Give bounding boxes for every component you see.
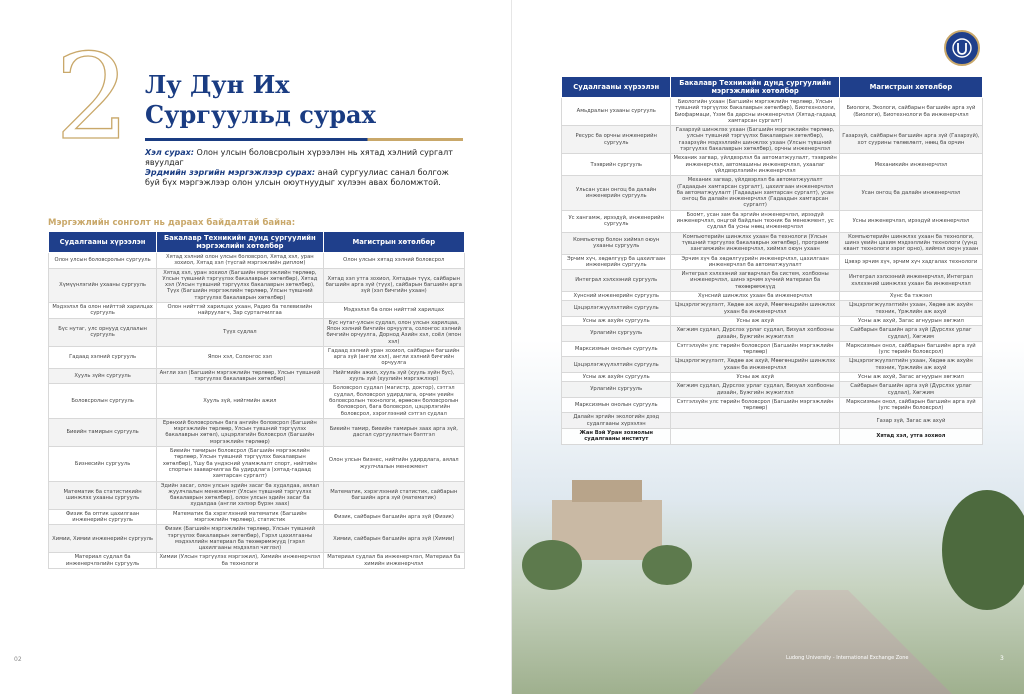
cell-institute: Урлагийн сургууль — [562, 382, 671, 398]
cell-bachelor: Усны аж ахуй — [671, 372, 839, 381]
cell-bachelor: Хөгжим судлал, Дүрслэх урлаг судлал, Визуал холбооны дизайн, Бүжгийн жүжиглэл — [671, 326, 839, 342]
cell-master: Бүс нутаг-улсын судлал, олон улсын харилцаа, Япон хэлний бичгийн орчуулга, солонгос хэлний бичгийн орчуулга, Дорнод Азийн хэл, соёл (япон хэл) — [323, 318, 464, 346]
cell-master: Газар зүй, Загас аж ахуй — [839, 413, 982, 429]
cell-master: Биеийн тамир, биеийн тамирын заах арга зүй, дасгал сургуулилтын бэлтгэл — [323, 418, 464, 446]
intro-language: Хэл сурах: Олон улсын боловсролын хүрээлэн нь хятад хэлний сургалт явуулдаг — [145, 148, 453, 167]
cell-master: Марксизмын онол, сайбарын багшийн арга зүй (улс төрийн боловсрол) — [839, 397, 982, 413]
tree — [522, 540, 582, 590]
chapter-title-line1: Лу Дун Их — [145, 70, 290, 99]
cell-bachelor: Түүх судлал — [157, 318, 323, 346]
table-row — [49, 525, 465, 553]
chapter-title — [145, 70, 376, 130]
tree — [642, 545, 692, 585]
cell-master: Хятад хэл, утга зохиол — [839, 429, 982, 445]
cell-master: Интеграл хэлхээний инженерчлэл, Интеграл хэлхээний шинжлэх ухаан ба инженерчлэл — [839, 270, 982, 292]
cell-institute: Химии, Химии инженерийн сургууль — [49, 525, 157, 553]
campus-road — [692, 590, 952, 694]
cell-bachelor: Англи хэл (Багшийн мэргэжлийн төрлөөр, Улсын түвшний тэргүүлэх бакалаврын хөтөлбөр) — [157, 368, 323, 384]
majors-subheading: Мэргэжлийн сонголт нь дараах байдалтай байна: — [48, 218, 296, 228]
table-row — [562, 382, 983, 398]
header-bachelor: Бакалавр Техникийн дунд сургуулийн мэргэжлийн хөтөлбөр — [671, 77, 839, 98]
cell-institute: Бүс нутаг, улс орнууд судлалын сургууль — [49, 318, 157, 346]
table-row — [562, 232, 983, 254]
cell-institute: Цэцэрлэгжүүлэлтийн сургууль — [562, 301, 671, 317]
cell-institute: Ус хангамж, ирээдүй, инженерийн сургууль — [562, 210, 671, 232]
cell-bachelor: Химии (Улсын тэргүүлэх мэргэжил), Химийн инженерчлэл ба технологи — [157, 553, 323, 569]
page-number-left: 02 — [14, 656, 22, 663]
cell-bachelor: Эдийн засаг, олон улсын эдийн засаг ба худалдаа, аялал жуулчлалын менежмент (Улсын түвшний тэргүүлэх бакалаврын хөтөлбөр), олон улсын эдийн засаг ба худалдаа (англи хэлээр бүрэн заах) — [157, 481, 323, 509]
cell-master: Математик, хэрэглээний статистик, сайбарын багшийн арга зүй (математик) — [323, 481, 464, 509]
chapter-number: 2 — [55, 28, 131, 166]
cell-institute: Математик ба статистикийн шинжлэх ухааны сургууль — [49, 481, 157, 509]
table-row — [562, 301, 983, 317]
cell-bachelor: Япон хэл, Солонгос хэл — [157, 346, 323, 368]
table-row — [49, 384, 465, 418]
right-page — [512, 0, 1024, 694]
cell-institute: Компьютер болон хиймэл оюун ухааны сургууль — [562, 232, 671, 254]
university-emblem-icon — [951, 37, 973, 59]
table-row — [562, 397, 983, 413]
cell-master: Материал судлал ба инженерчлэл, Материал ба химийн инженерчлэл — [323, 553, 464, 569]
cell-master: Цэцэрлэгжүүлэлтийн ухаан, Хөдөө аж ахуйн техник, Үржлийн аж ахуй — [839, 357, 982, 373]
table-row — [49, 418, 465, 446]
table-row — [49, 368, 465, 384]
page-number-right: 3 — [1000, 655, 1004, 662]
cell-institute: Боловсролын сургууль — [49, 384, 157, 418]
table-row — [562, 326, 983, 342]
cell-bachelor: Хүнсний шинжлэх ухаан ба инженерчлэл — [671, 292, 839, 301]
cell-institute: Материал судлал ба инженерчлэлийн сургууль — [49, 553, 157, 569]
header-bachelor: Бакалавр Техникийн дунд сургуулийн мэргэжлийн хөтөлбөр — [157, 232, 323, 253]
cell-bachelor: Боомт, усан зам ба эргийн инженерчлэл, ирээдүй инженерчлэл, онцгой байдлын техник ба менежмент, ус судлал ба усны нөөц инженерчлэл — [671, 210, 839, 232]
cell-institute: Физик ба оптик цахилгаан инженерийн сургууль — [49, 509, 157, 525]
cell-master: Олон улсын бизнес, нийтийн удирдлага, аялал жуулчлалын менежмент — [323, 447, 464, 481]
cell-master: Сайбарын багшийн арга зүй (Дүрслэх урлаг судлал), Хөгжим — [839, 382, 982, 398]
cell-master: Усны аж ахуй, Загас агнуурын хөгжил — [839, 372, 982, 381]
cell-institute: Интеграл хэлхээний сургууль — [562, 270, 671, 292]
cell-master: Усан онгоц ба далайн инженерчлэл — [839, 176, 982, 210]
cell-institute: Амьдралын ухааны сургууль — [562, 98, 671, 126]
table-row — [49, 346, 465, 368]
cell-bachelor: Механик загвар, үйлдвэрлэл ба автоматжуулалт (Гадаадын хамтарсан сургалт), цахилгаан инженерчлэл ба автоматжуулалт (Гадаадын хамтарсан сургалт), усан онгоц ба далайн инженерчлэл (Гадаадын хамтарсан сургалт) — [671, 176, 839, 210]
cell-institute: Далайн эргийн экологийн дээд судалгааны хүрээлэн — [562, 413, 671, 429]
table-row — [562, 126, 983, 154]
table-row — [49, 447, 465, 481]
cell-institute: Ульсан усан онгоц ба далайн инженерийн сургууль — [562, 176, 671, 210]
cell-institute: Жан Вэй Уран зохиолын судалгааны институт — [562, 429, 671, 445]
cell-master: Газарзүй, сайбарын багшийн арга зүй (Газарзүй), хот суурины төлөвлөлт, нөөц ба орчин — [839, 126, 982, 154]
cell-bachelor: Хятад хэл, уран зохиол (Багшийн мэргэжлийн төрлөөр, Улсын түвшний тэргүүлэх бакалаврын хөтөлбөр), Хятад хэл (Улсын түвшний тэргүүлэх бакалаврын хөтөлбөр), Түүх (Багшийн мэргэжлийн төрлөөр, Улсын түвшний тэргүүлэх бакалаврын хөтөлбөр) — [157, 268, 323, 302]
cell-institute: Хүмүүнлэгийн ухааны сургууль — [49, 268, 157, 302]
table-row — [562, 429, 983, 445]
cell-bachelor: Олон нийттэй харилцах ухаан, Радио ба телевизийн найруулагч, Зар сурталчилгаа — [157, 303, 323, 319]
cell-bachelor: Компьютерийн шинжлэх ухаан ба технологи (Улсын түвшний тэргүүлэх бакалаврын хөтөлбөр), программ хангамжийн инженерчлэл, хиймэл оюун ухаан — [671, 232, 839, 254]
table-row — [49, 318, 465, 346]
title-divider — [145, 138, 463, 141]
header-master: Магистрын хөтөлбөр — [839, 77, 982, 98]
cell-bachelor: Хөгжим судлал, Дүрслэх урлаг судлал, Визуал холбооны дизайн, Бүжгийн жүжиглэл — [671, 382, 839, 398]
cell-institute: Ресурс ба орчны инженерийн сургууль — [562, 126, 671, 154]
cell-bachelor: Биеийн тамирын боловсрол (Багшийн мэргэжлийн төрлөөр, Улсын түвшний тэргүүлэх бакалаврын хөтөлбөр), Үшу ба үндэсний уламжлалт спорт, нийтийн спортын зааварчилгаа ба удирдлага (хятад-гадаад хамтарсан сургалт) — [157, 447, 323, 481]
cell-master: Олон улсын хятад хэлний боловсрол — [323, 253, 464, 269]
cell-bachelor: Цэцэрлэгжүүлэлт, Хөдөө аж ахуй, Мөөгөнцрийн шинжлэх ухаан ба инженерчлэл — [671, 357, 839, 373]
cell-bachelor: Сэтгэлзүйн улс төрийн боловсрол (Багшийн мэргэжлийн төрлөөр) — [671, 341, 839, 357]
table-header-row — [49, 232, 465, 253]
table-row — [49, 303, 465, 319]
cell-institute: Мэдээлэл ба олон нийттэй харилцах сургууль — [49, 303, 157, 319]
cell-master: Мэдээлэл ба олон нийттэй харилцах — [323, 303, 464, 319]
table-row — [49, 553, 465, 569]
cell-institute: Марксизмын онолын сургууль — [562, 397, 671, 413]
cell-bachelor: Усны аж ахуй — [671, 316, 839, 325]
chapter-title-line2: Сургуульд сурах — [145, 100, 376, 129]
cell-bachelor: Механик загвар, үйлдвэрлэл ба автоматжуулалт, тээврийн инженерчлэл, автомашины инженерчлэл, ухаалаг үйлдвэрлэлийн инженерчлэл — [671, 154, 839, 176]
cell-master: Усны аж ахуй, Загас агнуурын хөгжил — [839, 316, 982, 325]
cell-institute: Олон улсын боловсролын сургууль — [49, 253, 157, 269]
table-row — [562, 254, 983, 270]
cell-bachelor: Сэтгэлзүйн улс төрийн боловсрол (Багшийн мэргэжлийн төрлөөр) — [671, 397, 839, 413]
cell-master: Цэцэрлэгжүүлэлтийн ухаан, Хөдөө аж ахуйн техник, Үржлийн аж ахуй — [839, 301, 982, 317]
cell-bachelor — [671, 413, 839, 429]
cell-bachelor: Газарзүй шинжлэх ухаан (Багшийн мэргэжлийн төрлөөр, улсын түвшний тэргүүлэх бакалаврын хөтөлбөр), газарзүйн мэдээллийн шинжлэх ухаан (Улсын түвшний тэргүүлэх бакалаврын хөтөлбөр), орчны инженерчлэл — [671, 126, 839, 154]
table-row — [562, 270, 983, 292]
table-row — [562, 292, 983, 301]
cell-bachelor: Физик (Багшийн мэргэжлийн төрлөөр, Улсын түвшний тэргүүлэх бакалаврын хөтөлбөр), Гэрэл цахилгааны мэдээллийн материал ба төхөөрөмжүүд (гэрэл цахилгааны мэдээлэл чиглэл) — [157, 525, 323, 553]
intro-major: Эрдмийн зэргийн мэргэжлээр сурах: анай сургуулиас санал болгож буй бүх мэргэжлээр олон улсын оюутнуудыг хүлээн авах боломжтой. — [145, 168, 449, 187]
cell-bachelor: Математик ба хэрэглээний математик (Багшийн мэргэжлийн төрлөөр), статистик — [157, 509, 323, 525]
cell-master: Нийгмийн ажил, хууль зүй (хууль зүйн бус), хууль зүй (хуулийн мэргэжлээр) — [323, 368, 464, 384]
cell-institute: Хүнсний инженерийн сургууль — [562, 292, 671, 301]
majors-table-left — [48, 231, 465, 569]
cell-bachelor: Эрчим хүч ба хөдөлгүүрийн инженерчлэл, цахилгаан инженерчлэл ба автоматжуулалт — [671, 254, 839, 270]
table-row — [562, 372, 983, 381]
cell-master: Хүнс ба тэжээл — [839, 292, 982, 301]
university-logo — [944, 30, 980, 66]
cell-bachelor: Хууль зүй, нийгмийн ажил — [157, 384, 323, 418]
cell-institute: Усны аж ахуйн сургууль — [562, 316, 671, 325]
cell-master: Гадаад хэлний уран зохиол, сайбарын багшийн арга зүй (англи хэл), англи хэлний бичгийн орчуулга — [323, 346, 464, 368]
cell-master: Компьютерийн шинжлэх ухаан ба технологи, шинэ үеийн цахим мэдээллийн технологи (үүнд квант технологи зэрэг орно), хиймэл оюун ухаан — [839, 232, 982, 254]
cell-bachelor — [671, 429, 839, 445]
table-row — [49, 481, 465, 509]
cell-master: Марксизмын онол, сайбарын багшийн арга зүй (улс төрийн боловсрол) — [839, 341, 982, 357]
table-row — [562, 154, 983, 176]
header-master: Магистрын хөтөлбөр — [323, 232, 464, 253]
cell-institute: Урлагийн сургууль — [562, 326, 671, 342]
cell-institute: Цэцэрлэгжүүлэлтийн сургууль — [562, 357, 671, 373]
table-row — [49, 268, 465, 302]
intro-text — [145, 148, 465, 188]
table-row — [562, 413, 983, 429]
header-institute: Судалгааны хүрээлэн — [49, 232, 157, 253]
table-row — [562, 210, 983, 232]
cell-institute: Биеийн тамирын сургууль — [49, 418, 157, 446]
cell-institute: Усны аж ахуйн сургууль — [562, 372, 671, 381]
cell-master: Боловсрол судлал (магистр, доктор), сэтгэл судлал, боловсрол удирдлага, орчин үеийн боловсролын технологи, өрөөсөн боловсролын боловсрол, бага боловсрол, цэцэрлэгийн боловсрол, хэрэглээний сэтгэл судлал — [323, 384, 464, 418]
cell-institute: Бизнесийн сургууль — [49, 447, 157, 481]
cell-master: Цэвэр эрчим хүч, эрчим хүч хадгалах технологи — [839, 254, 982, 270]
tree — [942, 490, 1024, 610]
cell-bachelor: Хятад хэлний олон улсын боловсрол, Хятад хэл, уран зохиол, Хятад хэл (түсгай мэргэжлийн диплом) — [157, 253, 323, 269]
table-row — [562, 316, 983, 325]
cell-master: Химии, сайбарын багшийн арга зүй (Химии) — [323, 525, 464, 553]
cell-institute: Марксизмын онолын сургууль — [562, 341, 671, 357]
table-row — [49, 509, 465, 525]
campus-building-roof — [572, 480, 642, 502]
header-institute: Судалгааны хүрээлэн — [562, 77, 671, 98]
cell-master: Усны инженерчлэл, ирээдүй инженерчлэл — [839, 210, 982, 232]
table-row — [562, 341, 983, 357]
majors-table-right — [561, 76, 983, 445]
cell-bachelor: Биологийн ухаан (Багшийн мэргэжлийн төрлөөр, Улсын түвшний тэргүүлэх бакалаврын хөтөлбөр), Биотехнологи, Биофармаци, Үзэм ба дарсны инженерчлэл (Хятад-гадаад хамтарсан сургалт) — [671, 98, 839, 126]
table-row — [49, 253, 465, 269]
table-row — [562, 357, 983, 373]
table-row — [562, 98, 983, 126]
cell-bachelor: Интеграл хэлхээний загварчлал ба систем, холбооны инженерчлэл, шинэ эрчим хүчний материал ба төхөөрөмжүүд — [671, 270, 839, 292]
cell-master: Физик, сайбарын багшийн арга зүй (Физик) — [323, 509, 464, 525]
table-row — [562, 176, 983, 210]
cell-master: Хятад хэл утга зохиол, Хятадын түүх, сайбарын багшийн арга зүй (түүх), сайбарын багшийн арга зүй (хэл бичгийн ухаан) — [323, 268, 464, 302]
cell-bachelor: Ерөнхий боловсролын бага ангийн боловсрол (Багшийн мэргэжлийн төрлөөр, Улсын түвшний тэргүүлэх бакалаврын хөтөл), цэцэрлэгийн боловсрол (Багшийн мэргэжлийн төрлөөр) — [157, 418, 323, 446]
cell-institute: Тээврийн сургууль — [562, 154, 671, 176]
cell-institute: Хууль зүйн сургууль — [49, 368, 157, 384]
cell-master: Биологи, Экологи, сайбарын багшийн арга зүй (Биологи), Биотехнологи ба инженерчлэл — [839, 98, 982, 126]
photo-caption: Ludong University - International Exchange Zone — [786, 655, 909, 661]
cell-institute: Гадаад хэлний сургууль — [49, 346, 157, 368]
cell-master: Сайбарын багшийн арга зүй (Дүрслэх урлаг судлал), Хөгжим — [839, 326, 982, 342]
cell-institute: Эрчим хүч, хөдөлгүүр ба цахилгаан инженерийн сургууль — [562, 254, 671, 270]
cell-bachelor: Цэцэрлэгжүүлэлт, Хөдөө аж ахуй, Мөөгөнцрийн шинжлэх ухаан ба инженерчлэл — [671, 301, 839, 317]
cell-master: Механикийн инженерчлэл — [839, 154, 982, 176]
table-header-row — [562, 77, 983, 98]
